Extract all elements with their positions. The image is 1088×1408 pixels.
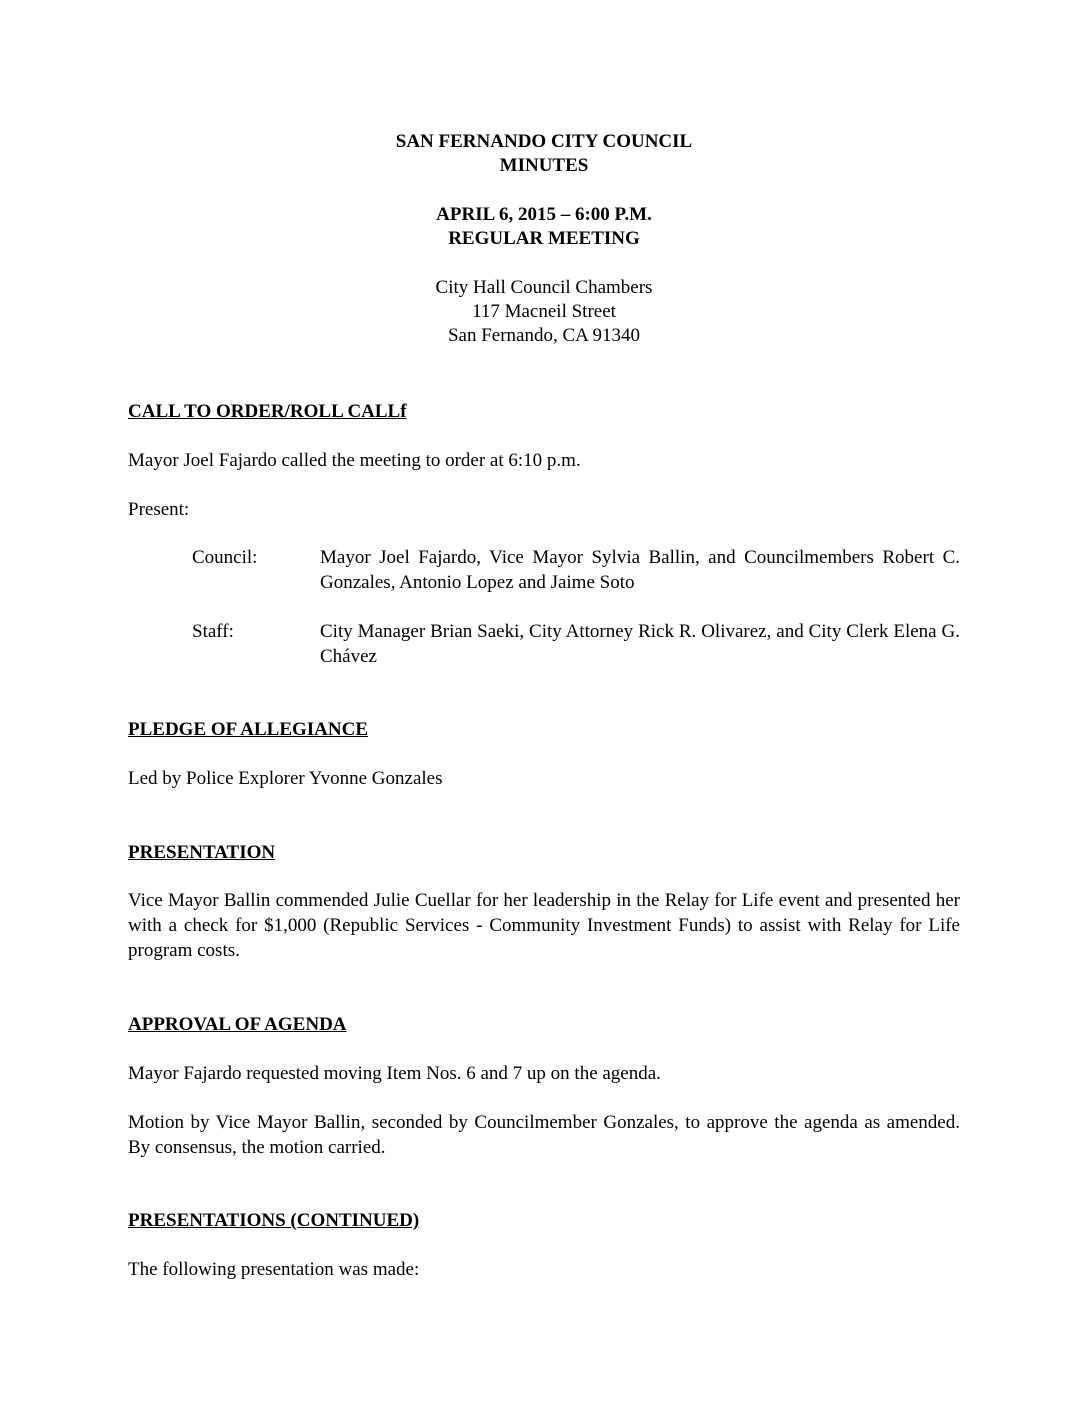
council-members: Mayor Joel Fajardo, Vice Mayor Sylvia Ballin, and Councilmembers Robert C. Gonzales, Antonio Lopez and Jaime Soto xyxy=(320,547,960,593)
council-name: SAN FERNANDO CITY COUNCIL xyxy=(395,131,693,152)
present-label: Present: xyxy=(128,499,190,520)
meeting-type: REGULAR MEETING xyxy=(448,228,640,249)
presentation-text: Vice Mayor Ballin commended Julie Cuellar for her leadership in the Relay for Life event and presented her with a check for $1,000 (Republic Services - Community Investment Funds) to assist with Relay for Life program costs. xyxy=(128,890,960,961)
meeting-date: APRIL 6, 2015 – 6:00 P.M. xyxy=(436,204,652,225)
presentation-heading: PRESENTATION xyxy=(128,842,276,863)
call-to-order-text: Mayor Joel Fajardo called the meeting to order at 6:10 p.m. xyxy=(128,450,581,471)
approval-request-text: Mayor Fajardo requested moving Item Nos. 6 and 7 up on the agenda. xyxy=(128,1063,661,1084)
approval-of-agenda-heading: APPROVAL OF AGENDA xyxy=(128,1014,347,1035)
staff-members: City Manager Brian Saeki, City Attorney Rick R. Olivarez, and City Clerk Elena G. Chávez xyxy=(320,621,960,667)
address-line-2: 117 Macneil Street xyxy=(472,301,616,322)
council-label: Council: xyxy=(192,547,258,568)
approval-motion-text: Motion by Vice Mayor Ballin, seconded by Councilmember Gonzales, to approve the agenda as amended. By consensus, the motion carried. xyxy=(128,1112,960,1158)
staff-label: Staff: xyxy=(192,621,234,642)
presentations-continued-text: The following presentation was made: xyxy=(128,1259,420,1280)
pledge-heading: PLEDGE OF ALLEGIANCE xyxy=(128,719,369,740)
call-to-order-heading: CALL TO ORDER/ROLL CALLf xyxy=(128,401,407,422)
pledge-text: Led by Police Explorer Yvonne Gonzales xyxy=(128,768,443,789)
document-title: MINUTES xyxy=(499,155,589,176)
address-line-1: City Hall Council Chambers xyxy=(435,277,653,298)
address-line-3: San Fernando, CA 91340 xyxy=(447,325,641,346)
presentations-continued-heading: PRESENTATIONS (CONTINUED) xyxy=(128,1210,420,1231)
